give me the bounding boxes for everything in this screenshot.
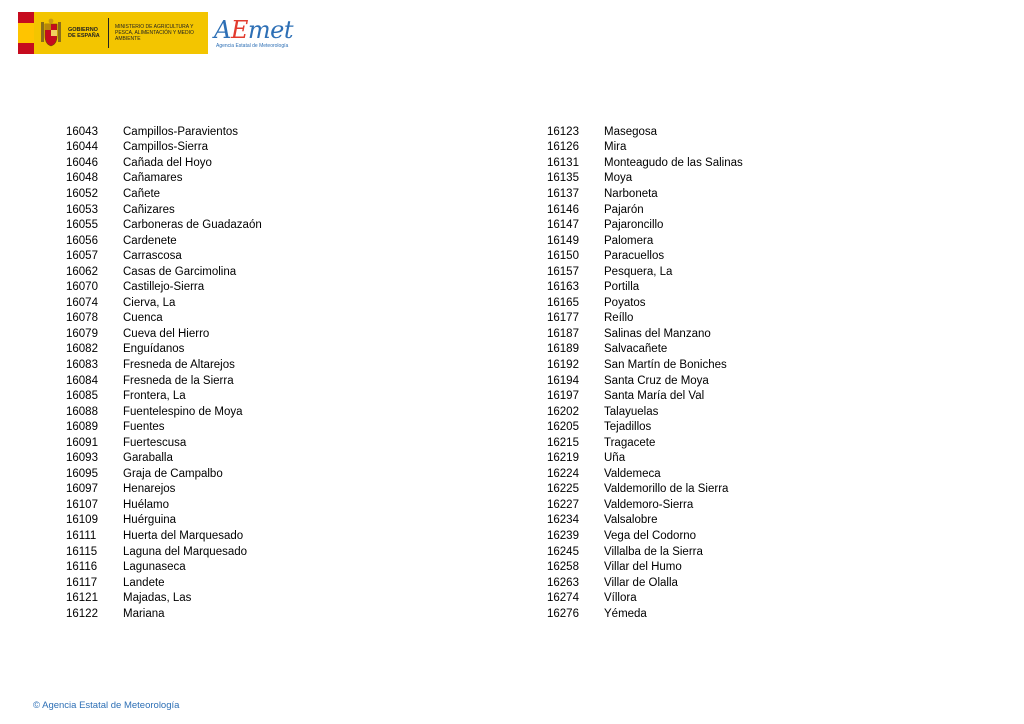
list-item (547, 279, 743, 295)
municipality-code: 16097 (66, 483, 98, 496)
municipality-name: Masegosa (604, 125, 658, 138)
list-item (547, 155, 743, 171)
municipality-code: 16149 (547, 234, 579, 247)
list-item (66, 466, 262, 482)
list-item (547, 295, 743, 311)
municipality-name: Valdemeca (604, 467, 661, 480)
municipality-code: 16215 (547, 436, 579, 449)
list-item (66, 450, 262, 466)
municipality-code: 16194 (547, 374, 579, 387)
list-item (66, 248, 262, 264)
aemet-logo-e: E (230, 16, 248, 44)
list-item (547, 217, 743, 233)
municipality-code: 16089 (66, 421, 98, 434)
list-item (547, 404, 743, 420)
municipality-code: 16116 (66, 561, 98, 574)
municipality-name: Carrascosa (123, 250, 182, 263)
municipality-code: 16165 (547, 296, 579, 309)
list-item (66, 357, 262, 373)
municipality-name: Tragacete (604, 436, 656, 449)
municipality-code: 16095 (66, 467, 98, 480)
municipality-code: 16078 (66, 312, 98, 325)
municipality-name: Pesquera, La (604, 265, 673, 278)
list-item (547, 575, 743, 591)
municipality-name: Cañizares (123, 203, 175, 216)
list-item (547, 171, 743, 187)
municipality-name: Campillos-Sierra (123, 141, 208, 154)
municipality-code: 16245 (547, 545, 579, 558)
municipality-code: 16146 (547, 203, 579, 216)
municipality-code: 16150 (547, 250, 579, 263)
municipality-code: 16197 (547, 390, 579, 403)
municipality-name: Vega del Codorno (604, 529, 697, 542)
municipality-name: Reíllo (604, 312, 634, 325)
list-item (66, 606, 262, 622)
municipality-name: Mariana (123, 607, 165, 620)
list-item (66, 186, 262, 202)
municipality-code: 16057 (66, 250, 98, 263)
list-item (547, 264, 743, 280)
municipality-name: Castillejo-Sierra (123, 281, 205, 294)
municipality-code: 16274 (547, 592, 579, 605)
list-item (66, 435, 262, 451)
municipality-code: 16239 (547, 529, 579, 542)
list-item (547, 606, 743, 622)
municipality-code: 16085 (66, 390, 98, 403)
municipality-name: Carboneras de Guadazaón (123, 219, 262, 232)
list-item (547, 373, 743, 389)
list-item (66, 326, 262, 342)
municipality-code: 16225 (547, 483, 579, 496)
municipality-code: 16187 (547, 327, 579, 340)
municipality-code: 16135 (547, 172, 579, 185)
municipality-name: Fresneda de la Sierra (123, 374, 234, 387)
municipality-name: Fresneda de Altarejos (123, 358, 235, 371)
list-item (547, 528, 743, 544)
list-item (547, 544, 743, 560)
municipality-code: 16093 (66, 452, 98, 465)
municipality-code: 16056 (66, 234, 98, 247)
municipality-name: Monteagudo de las Salinas (604, 156, 743, 169)
list-item (547, 186, 743, 202)
municipality-name: Henarejos (123, 483, 176, 496)
coat-of-arms-icon (40, 18, 62, 48)
government-label: GOBIERNO DE ESPAÑA (68, 27, 100, 39)
municipality-code: 16052 (66, 187, 98, 200)
municipality-name: Valdemoro-Sierra (604, 498, 694, 511)
list-item (66, 590, 262, 606)
municipality-code: 16147 (547, 219, 579, 232)
logo-divider (108, 18, 109, 48)
list-item (547, 326, 743, 342)
municipality-name: Frontera, La (123, 390, 186, 403)
list-item (66, 419, 262, 435)
municipality-code: 16048 (66, 172, 98, 185)
municipality-code: 16083 (66, 358, 98, 371)
municipality-list-right (547, 124, 743, 622)
list-item (66, 202, 262, 218)
municipality-name: Huerta del Marquesado (123, 529, 244, 542)
municipality-name: Cañada del Hoyo (123, 156, 212, 169)
list-item (547, 513, 743, 529)
municipality-code: 16088 (66, 405, 98, 418)
municipality-code: 16219 (547, 452, 579, 465)
list-item (66, 373, 262, 389)
municipality-name: Cañete (123, 187, 161, 200)
list-item (66, 311, 262, 327)
list-item (547, 140, 743, 156)
list-item (66, 155, 262, 171)
municipality-name: Villalba de la Sierra (604, 545, 703, 558)
list-item (547, 342, 743, 358)
municipality-name: Majadas, Las (123, 592, 192, 605)
aemet-logo-a: A (214, 16, 231, 44)
municipality-name: Fuentes (123, 421, 165, 434)
list-item (547, 435, 743, 451)
list-item (66, 342, 262, 358)
list-item (66, 559, 262, 575)
list-item (66, 497, 262, 513)
list-item (66, 217, 262, 233)
municipality-code: 16074 (66, 296, 98, 309)
municipality-code: 16157 (547, 265, 579, 278)
aemet-logo (214, 17, 293, 49)
municipality-code: 16205 (547, 421, 579, 434)
list-item (66, 575, 262, 591)
municipality-name: Lagunaseca (123, 561, 186, 574)
municipality-name: Fuertescusa (123, 436, 187, 449)
page-header (18, 12, 293, 54)
municipality-code: 16046 (66, 156, 98, 169)
municipality-name: Cierva, La (123, 296, 176, 309)
municipality-name: Palomera (604, 234, 654, 247)
municipality-name: Santa María del Val (604, 390, 705, 403)
municipality-code: 16126 (547, 141, 579, 154)
municipality-name: Valsalobre (604, 514, 658, 527)
list-item (66, 264, 262, 280)
municipality-code: 16131 (547, 156, 579, 169)
municipality-code: 16234 (547, 514, 579, 527)
list-item (547, 124, 743, 140)
municipality-name: Yémeda (604, 607, 647, 620)
municipality-code: 16189 (547, 343, 579, 356)
municipality-code: 16053 (66, 203, 98, 216)
municipality-code: 16091 (66, 436, 98, 449)
list-item (547, 590, 743, 606)
municipality-name: Garaballa (123, 452, 173, 465)
municipality-code: 16258 (547, 561, 579, 574)
municipality-name: Valdemorillo de la Sierra (604, 483, 729, 496)
municipality-name: Pajaroncillo (604, 219, 664, 232)
list-item (547, 559, 743, 575)
municipality-code: 16111 (66, 529, 97, 542)
municipality-code: 16109 (66, 514, 98, 527)
municipality-code: 16227 (547, 498, 579, 511)
municipality-code: 16177 (547, 312, 579, 325)
list-item (66, 124, 262, 140)
list-item (66, 528, 262, 544)
list-item (547, 248, 743, 264)
list-item (547, 450, 743, 466)
municipality-name: Narboneta (604, 187, 658, 200)
list-item (547, 202, 743, 218)
municipality-name: Uña (604, 452, 626, 465)
municipality-name: Villar del Humo (604, 561, 682, 574)
list-item (66, 404, 262, 420)
list-item (66, 295, 262, 311)
ministry-label: MINISTERIO DE AGRICULTURA Y PESCA, ALIMENTACIÓN Y MEDIO AMBIENTE (115, 24, 194, 42)
list-item (66, 513, 262, 529)
list-item (66, 171, 262, 187)
municipality-name: Landete (123, 576, 165, 589)
list-item (66, 233, 262, 249)
municipality-name: Huélamo (123, 498, 170, 511)
municipality-code: 16107 (66, 498, 98, 511)
municipality-name: Talayuelas (604, 405, 659, 418)
aemet-wordmark (214, 17, 293, 43)
government-logo (18, 12, 208, 54)
municipality-name: Santa Cruz de Moya (604, 374, 709, 387)
municipality-code: 16062 (66, 265, 98, 278)
municipality-code: 16163 (547, 281, 579, 294)
municipality-name: Fuentelespino de Moya (123, 405, 243, 418)
aemet-logo-rest: met (247, 16, 293, 44)
municipality-code: 16121 (66, 592, 98, 605)
municipality-code: 16276 (547, 607, 579, 620)
municipality-code: 16263 (547, 576, 579, 589)
municipality-code: 16082 (66, 343, 98, 356)
municipality-code: 16117 (66, 576, 98, 589)
municipality-code: 16070 (66, 281, 98, 294)
municipality-code: 16079 (66, 327, 98, 340)
municipality-name: Cuenca (123, 312, 163, 325)
municipality-code: 16122 (66, 607, 98, 620)
municipality-code: 16055 (66, 219, 98, 232)
municipality-name: Graja de Campalbo (123, 467, 223, 480)
municipality-name: Paracuellos (604, 250, 665, 263)
municipality-name: Villar de Olalla (604, 576, 678, 589)
municipality-name: Víllora (604, 592, 637, 605)
municipality-name: Cueva del Hierro (123, 327, 210, 340)
list-item (547, 466, 743, 482)
municipality-name: Casas de Garcimolina (123, 265, 237, 278)
municipality-name: Tejadillos (604, 421, 652, 434)
list-item (547, 419, 743, 435)
municipality-name: Salvacañete (604, 343, 668, 356)
municipality-name: Laguna del Marquesado (123, 545, 248, 558)
municipality-code: 16137 (547, 187, 579, 200)
copyright-footer: © Agencia Estatal de Meteorología (33, 700, 180, 711)
municipality-code: 16224 (547, 467, 579, 480)
list-item (547, 482, 743, 498)
municipality-code: 16202 (547, 405, 579, 418)
municipality-name: Moya (604, 172, 633, 185)
municipality-code: 16123 (547, 125, 579, 138)
list-item (547, 497, 743, 513)
municipality-name: Huérguina (123, 514, 177, 527)
list-item (66, 388, 262, 404)
municipality-code: 16192 (547, 358, 579, 371)
municipality-name: Salinas del Manzano (604, 327, 711, 340)
spain-flag-icon (18, 12, 34, 54)
municipality-code: 16084 (66, 374, 98, 387)
list-item (547, 357, 743, 373)
municipality-name: Campillos-Paravientos (123, 125, 239, 138)
municipality-name: Cañamares (123, 172, 183, 185)
list-item (66, 279, 262, 295)
aemet-subtitle: Agencia Estatal de Meteorología (216, 43, 289, 49)
municipality-code: 16044 (66, 141, 98, 154)
municipality-name: Enguídanos (123, 343, 185, 356)
list-item (66, 482, 262, 498)
municipality-name: Pajarón (604, 203, 644, 216)
municipality-name: Mira (604, 141, 627, 154)
municipality-name: San Martín de Boniches (604, 358, 727, 371)
list-item (66, 544, 262, 560)
list-item (547, 388, 743, 404)
municipality-list-left (66, 124, 262, 622)
municipality-code: 16115 (66, 545, 98, 558)
list-item (66, 140, 262, 156)
municipality-name: Portilla (604, 281, 640, 294)
list-item (547, 311, 743, 327)
municipality-name: Cardenete (123, 234, 177, 247)
municipality-code: 16043 (66, 125, 98, 138)
municipality-name: Poyatos (604, 296, 646, 309)
list-item (547, 233, 743, 249)
